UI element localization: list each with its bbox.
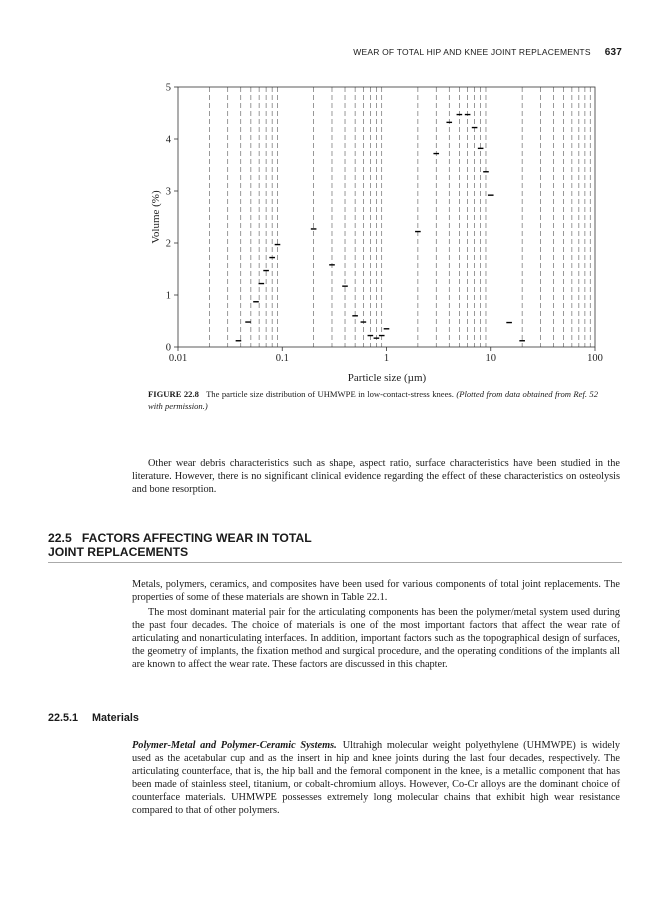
subsection-heading	[48, 712, 139, 724]
x-tick-label: 10	[485, 353, 496, 364]
running-title: WEAR OF TOTAL HIP AND KNEE JOINT REPLACEMENTS	[353, 47, 591, 57]
section-title-line2: JOINT REPLACEMENTS	[48, 545, 189, 559]
paragraph-polymer-systems	[132, 739, 620, 817]
section-title-line1: FACTORS AFFECTING WEAR IN TOTAL	[81, 531, 312, 545]
paragraph-wear-debris: Other wear debris characteristics such as shape, aspect ratio, surface characteristics have been studied in the literature. However, there is no significant clinical evidence regarding the effect of these characteristics on osteolysis and bone resorption.	[132, 458, 620, 495]
paragraph-materials-intro: Metals, polymers, ceramics, and composites have been used for various components of total joint replacements. The properties of some of these materials are shown in Table 22.1.	[132, 579, 620, 603]
paragraph-material-pair: The most dominant material pair for the articulating components has been the polymer/metal system used during the past four decades. The choice of materials is one of the most important factors that affect the wear rate of articulating and nonarticulating interfaces. In addition, important factors such as the topographical design of surfaces, the geometry of implants, the fixation method and surgical procedure, and the operating conditions of the implants all are known to affect the wear rate. These factors are discussed in this chapter.	[132, 607, 620, 670]
x-axis-label: Particle size (µm)	[347, 372, 427, 384]
data-series	[236, 115, 525, 341]
figure-label: FIGURE 22.8	[148, 389, 199, 399]
y-tick-label: 5	[165, 82, 171, 94]
section-number: 22.5	[48, 531, 72, 545]
y-tick-label: 1	[165, 290, 171, 302]
section-heading	[48, 531, 622, 563]
x-tick-label: 100	[587, 353, 603, 364]
x-tick-label: 0.1	[275, 353, 289, 364]
x-tick-label: 1	[383, 353, 390, 364]
y-tick-label: 4	[165, 134, 171, 146]
y-axis	[166, 83, 178, 354]
particle-size-chart	[0, 0, 670, 390]
page-number: 637	[604, 47, 622, 58]
y-axis-label: Volume (%)	[150, 190, 162, 244]
subsection-title: Materials	[92, 712, 139, 724]
y-tick-label: 0	[165, 342, 171, 354]
run-in-heading: Polymer-Metal and Polymer-Ceramic Systems.	[132, 740, 337, 751]
paragraph-polymer-systems-text: Ultrahigh molecular weight polyethylene (UHMWPE) is widely used as the acetabular cup and as the insert in hip and knee joints during the last four decades, respectively. The articulating counterface, that is, the hip ball and the femoral component in the knee, is a metallic component that has been made of stainless steel, titanium, or cobalt-chromium alloys. However, Co-Cr alloys are the dominant choice of counterface materials. UHMWPE possesses extremely long molecular chains that exhibit high wear resistance compared to that of other polymers.	[132, 740, 620, 816]
y-tick-label: 2	[165, 238, 171, 250]
figure-caption-note: (Plotted from data obtained from Ref. 52 with permission.)	[148, 389, 599, 411]
x-tick-label: 0.01	[168, 353, 188, 364]
figure-caption-text: The particle size distribution of UHMWPE in low-contact-stress knees.	[206, 389, 454, 399]
y-tick-label: 3	[165, 186, 171, 198]
figure-caption	[148, 388, 598, 412]
subsection-number: 22.5.1	[48, 712, 79, 724]
chart-grid	[209, 87, 590, 347]
x-axis	[169, 347, 603, 364]
